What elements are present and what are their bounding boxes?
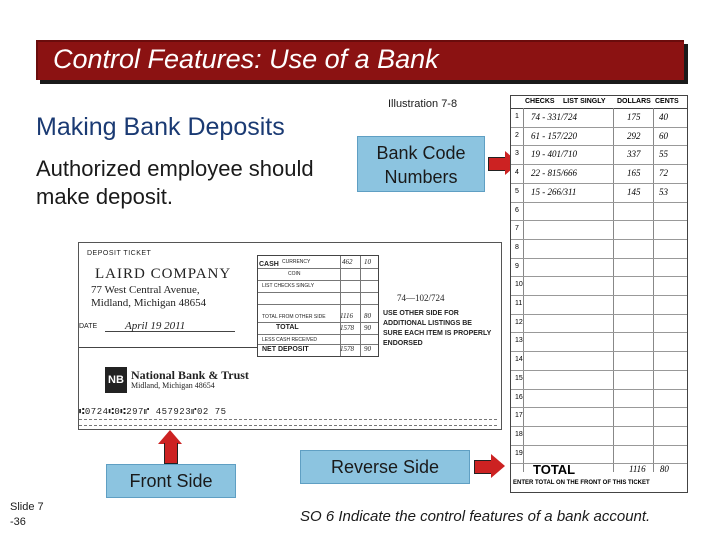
reverse-entry-dollars: 175 xyxy=(627,112,641,122)
reverse-total-cents: 80 xyxy=(659,464,669,474)
slide-title-bar xyxy=(36,40,684,80)
illustration-label: Illustration 7-8 xyxy=(388,98,458,110)
reverse-row-number: 2 xyxy=(515,131,519,139)
total-cents: 90 xyxy=(364,324,371,332)
reverse-entry-code: 19 - 401/710 xyxy=(531,149,577,160)
total-label: TOTAL xyxy=(276,324,299,331)
reverse-row-line xyxy=(511,202,687,203)
reverse-row-number: 16 xyxy=(515,393,523,401)
reverse-row-line xyxy=(511,164,687,165)
reverse-entry-code: 74 - 331/724 xyxy=(531,112,577,122)
net-deposit-label: NET DEPOSIT xyxy=(262,346,309,353)
bank-city: Midland, Michigan 48654 xyxy=(131,381,215,390)
ticket-side-note: USE OTHER SIDE FOR ADDITIONAL LISTINGS BE SURE EACH ITEM IS PROPERLY ENDORSED xyxy=(383,310,492,347)
reverse-row-number: 17 xyxy=(515,412,523,420)
grid-row xyxy=(258,322,378,323)
reverse-row-number: 4 xyxy=(515,169,519,177)
col-dollars: DOLLARS xyxy=(617,98,651,105)
reverse-row-line xyxy=(511,276,687,277)
reverse-row-line xyxy=(511,314,687,315)
reverse-entry-cents: 53 xyxy=(659,186,668,197)
reverse-total-dollars: 1116 xyxy=(629,464,646,474)
reverse-row-number: 11 xyxy=(515,300,523,307)
currency-cents: 10 xyxy=(364,258,371,266)
bank-code-callout: Bank Code Numbers xyxy=(357,136,485,192)
total-other-side-label: TOTAL FROM OTHER SIDE xyxy=(262,314,326,320)
grid-row xyxy=(258,268,378,269)
grid-row xyxy=(258,334,378,335)
grid-row xyxy=(258,344,378,345)
reverse-row-number: 15 xyxy=(515,374,523,382)
amount-grid xyxy=(257,255,379,357)
grid-row xyxy=(258,292,378,293)
grid-row xyxy=(258,280,378,281)
deposit-ticket-front xyxy=(78,242,502,430)
coin-label: COIN xyxy=(288,271,301,277)
total-other-side-cents: 80 xyxy=(364,312,371,320)
slide-title: Control Features: Use of a Bank xyxy=(53,44,439,74)
reverse-divider xyxy=(653,108,654,472)
bank-logo: NB xyxy=(105,367,127,393)
reverse-entry-cents: 72 xyxy=(659,168,668,179)
reverse-divider xyxy=(613,108,614,472)
reverse-row-number: 10 xyxy=(515,281,523,289)
reverse-row-number: 5 xyxy=(515,187,519,195)
net-deposit-amount: 1578 xyxy=(340,345,354,353)
divider-line xyxy=(79,347,257,348)
body-text: Authorized employee should make deposit. xyxy=(36,156,314,209)
reverse-row-line xyxy=(511,127,687,128)
front-side-label: Front Side xyxy=(106,464,236,498)
micr-line: ⑆0724⑆0⑆297⑈ 457923⑈02 75 xyxy=(79,407,227,417)
reverse-row-line xyxy=(511,351,687,352)
col-cents: CENTS xyxy=(655,98,679,105)
reverse-row-number: 9 xyxy=(515,262,519,270)
reverse-row-line xyxy=(511,183,687,184)
reverse-row-line xyxy=(511,145,687,146)
reverse-row-line xyxy=(511,445,687,446)
list-checks-label: LIST CHECKS SINGLY xyxy=(262,283,315,289)
reverse-row-number: 1 xyxy=(515,113,519,120)
grid-row xyxy=(258,304,378,305)
less-cash-label: LESS CASH RECEIVED xyxy=(262,337,318,343)
arrow-right-icon xyxy=(474,454,504,478)
slide-number: Slide 7 -36 xyxy=(10,501,44,528)
reverse-entry-code: 15 - 266/311 xyxy=(531,186,577,197)
company-name: LAIRD COMPANY xyxy=(95,266,232,282)
section-heading: Making Bank Deposits xyxy=(36,113,285,141)
bank-name: National Bank & Trust xyxy=(131,368,249,382)
reverse-row-line xyxy=(511,370,687,371)
bank-code-number: 74—102/724 xyxy=(397,293,445,303)
date-value: April 19 2011 xyxy=(125,320,186,332)
currency-label: CURRENCY xyxy=(282,259,311,265)
reverse-row-number: 6 xyxy=(515,206,519,214)
col-checks: CHECKS xyxy=(525,98,555,105)
reverse-side-label: Reverse Side xyxy=(300,450,470,484)
grid-divider xyxy=(340,256,341,356)
currency-amount: 462 xyxy=(342,258,353,266)
deposit-ticket-reverse xyxy=(510,95,688,493)
reverse-entry-cents: 60 xyxy=(659,130,668,141)
reverse-row-line xyxy=(511,220,687,221)
total-other-side-amount: 1116 xyxy=(340,312,353,320)
reverse-row-line xyxy=(511,239,687,240)
reverse-row-line xyxy=(511,295,687,296)
reverse-note: ENTER TOTAL ON THE FRONT OF THIS TICKET xyxy=(513,480,650,486)
date-label: DATE xyxy=(79,323,98,330)
reverse-divider xyxy=(523,108,524,472)
reverse-entry-code: 22 - 815/666 xyxy=(531,168,577,179)
reverse-total-label: TOTAL xyxy=(533,462,576,477)
reverse-entry-dollars: 337 xyxy=(627,149,641,160)
reverse-header xyxy=(511,96,687,109)
fine-print xyxy=(79,419,497,426)
reverse-row-line xyxy=(511,407,687,408)
arrow-up-icon xyxy=(158,430,182,464)
reverse-entry-cents: 55 xyxy=(659,149,668,160)
ticket-header: DEPOSIT TICKET xyxy=(87,250,152,257)
reverse-row-number: 12 xyxy=(515,318,523,326)
reverse-row-line xyxy=(511,389,687,390)
grid-divider xyxy=(360,256,361,356)
col-list: LIST SINGLY xyxy=(563,98,606,105)
company-address xyxy=(91,284,206,310)
reverse-total-amount xyxy=(629,464,669,474)
reverse-row-number: 19 xyxy=(515,449,523,457)
reverse-entry-dollars: 145 xyxy=(627,186,641,197)
total-amount: 1578 xyxy=(340,324,354,332)
net-deposit-cents: 90 xyxy=(364,345,371,353)
address-line-1: 77 West Central Avenue, xyxy=(91,284,200,296)
reverse-row-number: 14 xyxy=(515,356,523,364)
reverse-entry-dollars: 165 xyxy=(627,168,641,179)
address-line-2: Midland, Michigan 48654 xyxy=(91,297,207,309)
reverse-row-line xyxy=(511,258,687,259)
cash-label: CASH xyxy=(259,261,279,268)
reverse-entry-dollars: 292 xyxy=(627,130,641,141)
reverse-entry-cents: 40 xyxy=(659,112,668,122)
reverse-row-number: 3 xyxy=(515,150,519,158)
reverse-row-number: 8 xyxy=(515,243,519,251)
reverse-row-number: 18 xyxy=(515,430,523,438)
reverse-row-number: 7 xyxy=(515,225,519,233)
reverse-entry-code: 61 - 157/220 xyxy=(531,130,577,141)
reverse-row-line xyxy=(511,426,687,427)
study-objective-footer: SO 6 Indicate the control features of a bank account. xyxy=(300,508,651,525)
reverse-row-number: 13 xyxy=(515,337,523,345)
reverse-row-line xyxy=(511,332,687,333)
